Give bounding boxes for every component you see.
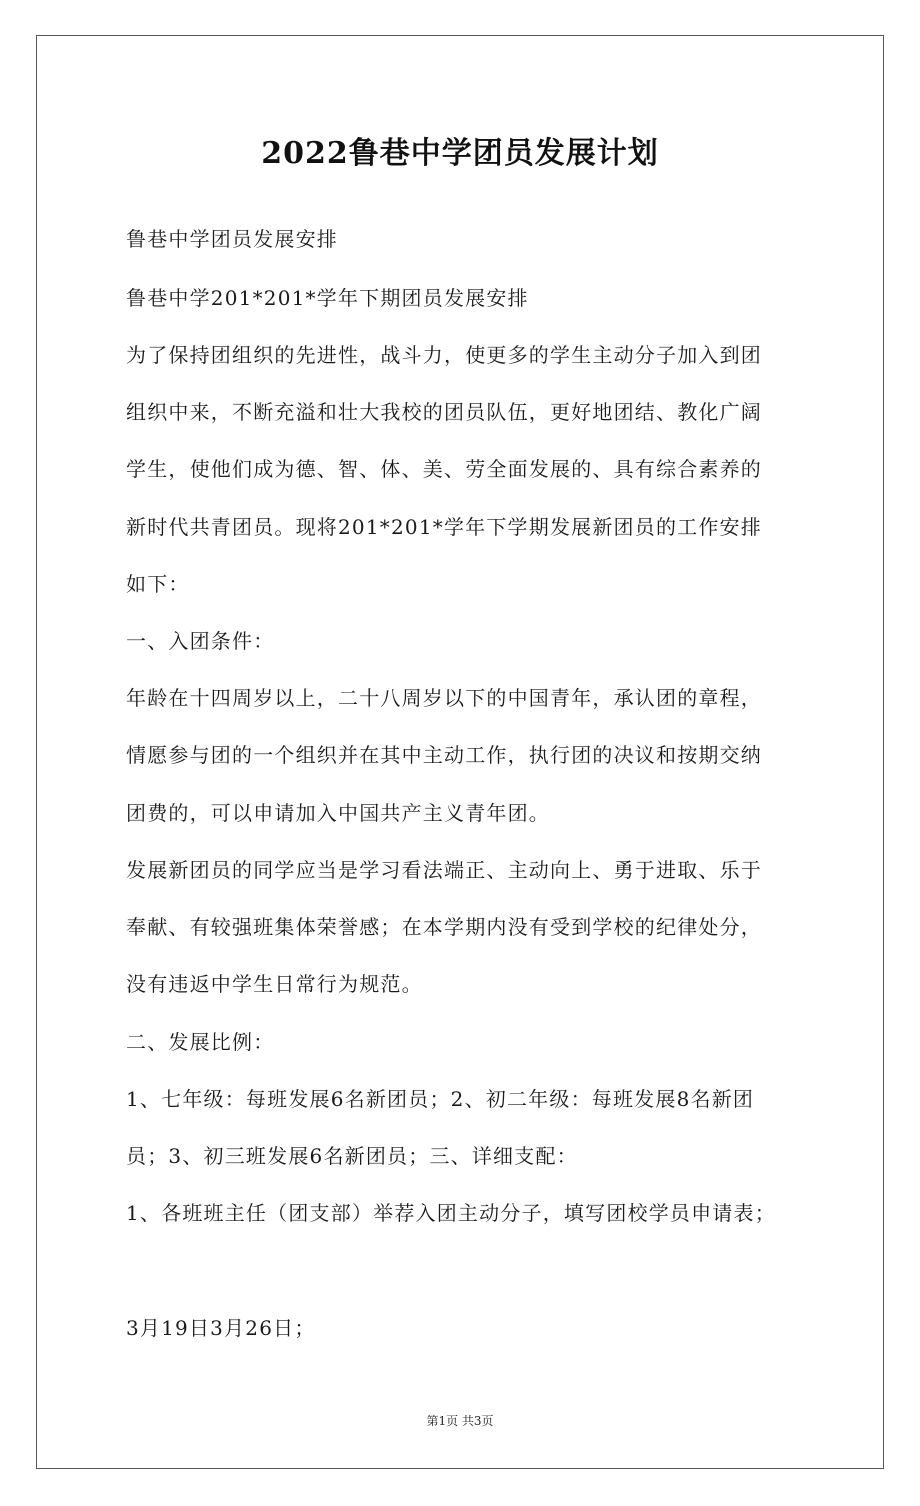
text-line: 一、入团条件： bbox=[126, 629, 275, 653]
text-line: 新时代共青团员。现将201*201*学年下学期发展新团员的工作安排 bbox=[126, 515, 762, 539]
text-line: 3月19日3月26日； bbox=[126, 1316, 316, 1340]
page-footer: 第1页 共3页 bbox=[426, 1414, 494, 1428]
text-line: 情愿参与团的一个组织并在其中主动工作，执行团的决议和按期交纳 bbox=[126, 743, 762, 767]
text-line: 学生，使他们成为德、智、体、美、劳全面发展的、具有综合素养的 bbox=[126, 457, 762, 481]
text-line: 没有违返中学生日常行为规范。 bbox=[126, 972, 423, 996]
text-line: 1、各班班主任（团支部）举荐入团主动分子，填写团校学员申请表； bbox=[126, 1201, 776, 1225]
text-line: 团费的，可以申请加入中国共产主义青年团。 bbox=[126, 801, 550, 825]
text-line: 鲁巷中学201*201*学年下期团员发展安排 bbox=[126, 286, 529, 310]
text-line: 奉献、有较强班集体荣誉感；在本学期内没有受到学校的纪律处分， bbox=[126, 915, 762, 939]
text-line: 年龄在十四周岁以上，二十八周岁以下的中国青年，承认团的章程， bbox=[126, 686, 762, 710]
text-line: 为了保持团组织的先进性，战斗力，使更多的学生主动分子加入到团 bbox=[126, 343, 762, 367]
text-line: 如下： bbox=[126, 572, 190, 596]
text-line: 组织中来，不断充溢和壮大我校的团员队伍，更好地团结、教化广阔 bbox=[126, 400, 762, 424]
document-title: 2022鲁巷中学团员发展计划 bbox=[261, 136, 659, 171]
text-line: 发展新团员的同学应当是学习看法端正、主动向上、勇于进取、乐于 bbox=[126, 858, 762, 882]
text-line: 二、发展比例： bbox=[126, 1030, 275, 1054]
text-line: 鲁巷中学团员发展安排 bbox=[126, 227, 338, 251]
text-line: 1、七年级：每班发展6名新团员；2、初二年级：每班发展8名新团 bbox=[126, 1087, 755, 1111]
text-line: 员；3、初三班发展6名新团员；三、详细支配： bbox=[126, 1144, 578, 1168]
